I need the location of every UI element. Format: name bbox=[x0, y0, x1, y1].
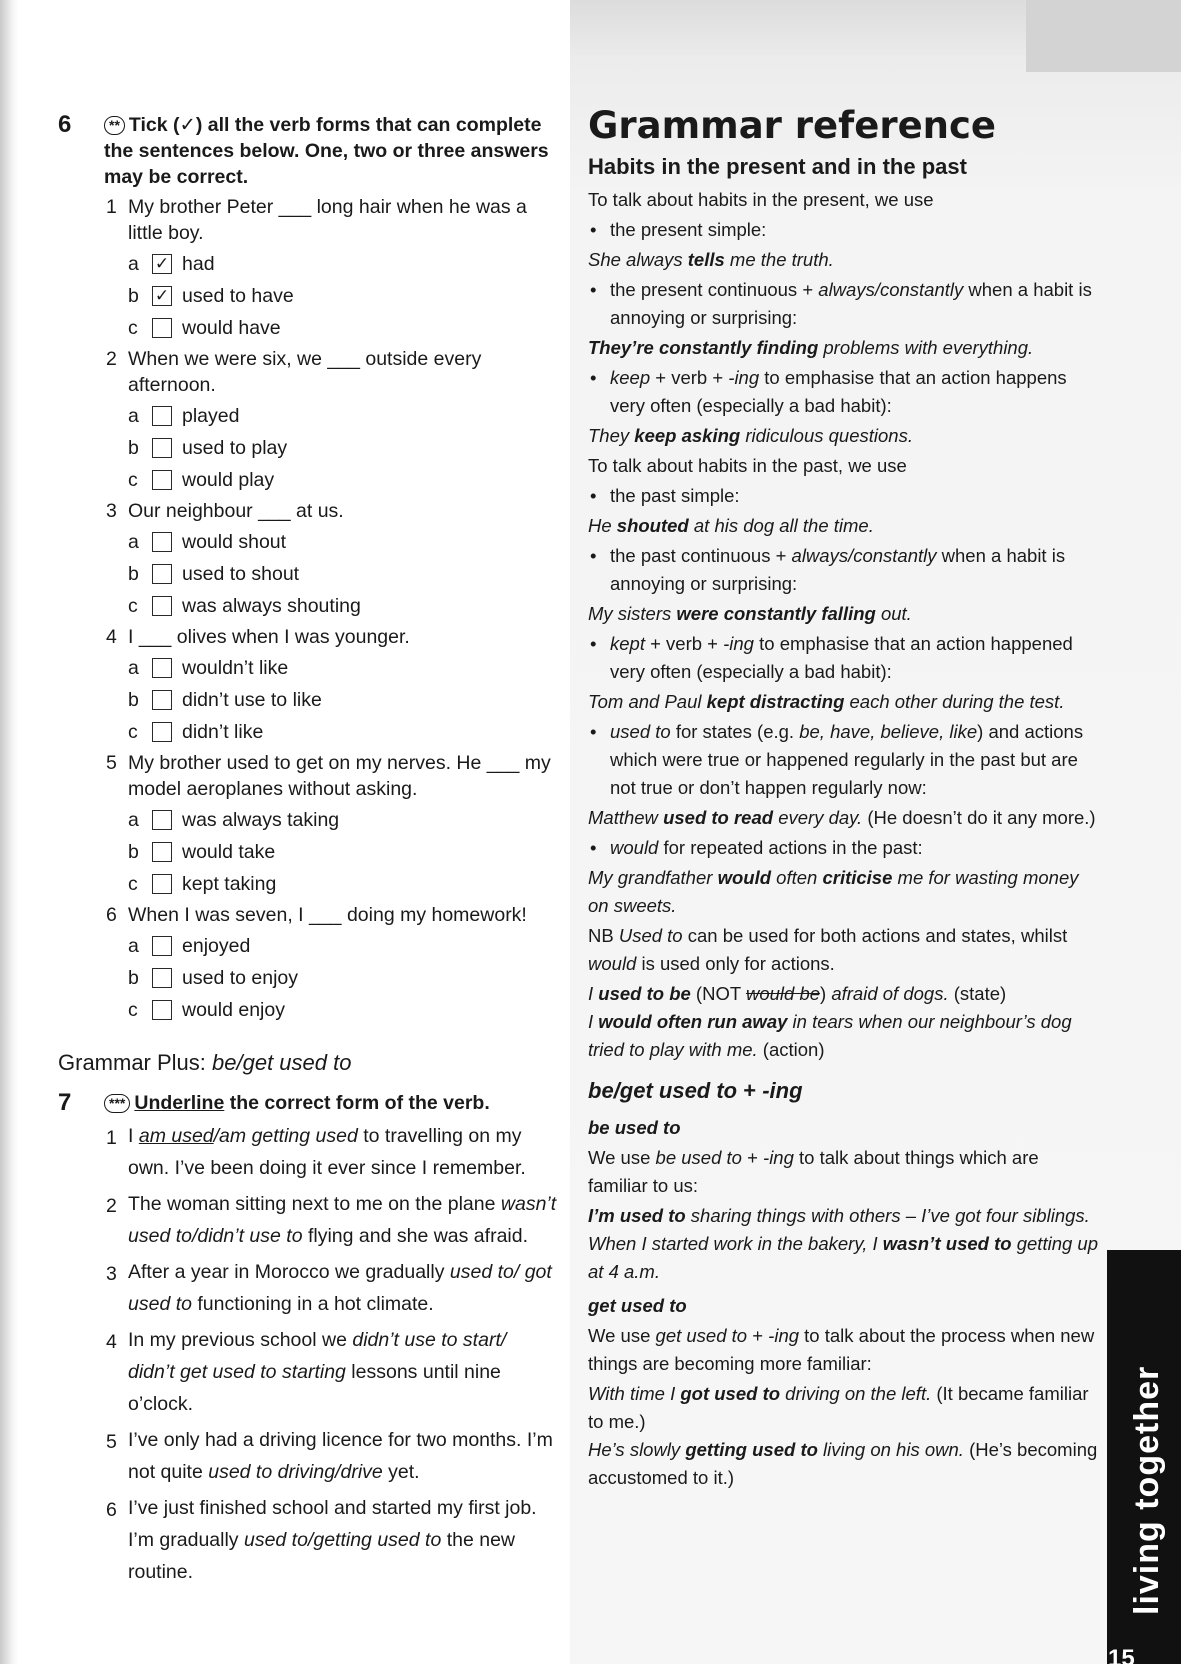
grey-corner-block bbox=[1026, 0, 1181, 72]
grammar-plus-prefix: Grammar Plus: bbox=[58, 1050, 213, 1075]
answer-options bbox=[58, 930, 558, 1026]
option-letter: b bbox=[128, 841, 139, 863]
text-run: With time I bbox=[588, 1383, 681, 1404]
tick-checkbox[interactable] bbox=[152, 318, 172, 338]
option-letter: a bbox=[128, 531, 139, 553]
option-text: didn’t like bbox=[182, 721, 264, 743]
text-run: used to/getting used to bbox=[243, 1529, 442, 1551]
option-text: would enjoy bbox=[182, 999, 285, 1021]
text-run: always/constantly bbox=[791, 545, 937, 566]
text-run: living on his own. bbox=[817, 1439, 964, 1460]
text-run: wasn’t used to bbox=[882, 1233, 1012, 1254]
question-number: 6 bbox=[106, 904, 117, 926]
text-run: always/constantly bbox=[818, 279, 964, 300]
example-lines bbox=[588, 980, 1098, 1064]
text-run: would often run away bbox=[598, 1011, 788, 1032]
example-sentence bbox=[588, 1202, 1098, 1230]
text-run: + bbox=[741, 1147, 764, 1168]
item-text bbox=[128, 1125, 526, 1179]
question-text: My brother used to get on my nerves. He ___ my model aeroplanes without asking. bbox=[128, 752, 551, 800]
answer-options bbox=[58, 652, 558, 748]
text-run: -ing bbox=[762, 1078, 803, 1103]
option-text: used to enjoy bbox=[182, 967, 299, 989]
text-run: be used to bbox=[655, 1147, 742, 1168]
text-run: keep bbox=[610, 367, 651, 388]
option-letter: a bbox=[128, 253, 139, 275]
text-run: be/get used to bbox=[588, 1078, 738, 1103]
text-run: + bbox=[737, 1078, 763, 1103]
example-lines bbox=[588, 1202, 1098, 1286]
text-run: afraid of dogs. bbox=[831, 983, 949, 1004]
text-run: used to driving/drive bbox=[208, 1461, 383, 1483]
reference-paragraph bbox=[588, 688, 1098, 716]
reference-paragraph bbox=[588, 334, 1098, 362]
example-sentence bbox=[588, 1380, 1098, 1436]
option-text: wouldn’t like bbox=[182, 657, 289, 679]
text-run: to emphasise that an action happens very often (especially a bad habit): bbox=[610, 367, 1067, 416]
question-number: 4 bbox=[106, 626, 117, 648]
answer-options bbox=[58, 248, 558, 344]
question bbox=[58, 622, 558, 652]
text-run: to emphasise that an action happened very often (especially a bad habit): bbox=[610, 633, 1073, 682]
text-run: lessons until nine o’clock. bbox=[128, 1361, 501, 1415]
text-run: driving on the left. bbox=[780, 1383, 932, 1404]
text-run: We use bbox=[588, 1147, 656, 1168]
text-run: would bbox=[588, 953, 637, 974]
option-letter: b bbox=[128, 689, 139, 711]
text-run: when a habit is annoying or surprising: bbox=[610, 545, 1066, 594]
text-run: can be used for both actions and states, whilst bbox=[682, 925, 1068, 946]
text-run: flying and she was afraid. bbox=[302, 1225, 529, 1247]
text-run: + verb + bbox=[644, 633, 724, 654]
option-letter: b bbox=[128, 967, 139, 989]
exercise-item bbox=[58, 1322, 558, 1422]
option-text: would take bbox=[182, 841, 276, 863]
exercise-item bbox=[58, 1118, 558, 1186]
text-run: I’ve just finished school and started my first job. I’m gradually bbox=[128, 1497, 537, 1551]
question-text: My brother Peter ___ long hair when he was a little boy. bbox=[128, 196, 527, 244]
question-number: 5 bbox=[106, 752, 117, 774]
text-run: got used to bbox=[680, 1383, 781, 1404]
text-run: to talk about the process when new things are becoming more familiar: bbox=[588, 1325, 1095, 1374]
question-text: When we were six, we ___ outside every afternoon. bbox=[128, 348, 482, 396]
difficulty-stars-badge: ** bbox=[104, 116, 125, 135]
item-number: 6 bbox=[106, 1499, 117, 1521]
instruction-underlined-word: Underline bbox=[134, 1092, 225, 1114]
option-text: was always taking bbox=[182, 809, 340, 831]
exercise-item bbox=[58, 1186, 558, 1254]
text-run: When I started work in the bakery, I bbox=[588, 1233, 883, 1254]
text-run: To talk about habits in the past, we use bbox=[588, 455, 907, 476]
text-run: me for wasting money on sweets. bbox=[588, 867, 1079, 916]
answer-option[interactable] bbox=[128, 526, 558, 558]
sub-heading: be used to bbox=[588, 1117, 681, 1138]
tick-checkbox[interactable] bbox=[152, 874, 172, 894]
tick-checkbox[interactable] bbox=[152, 286, 172, 306]
answer-option[interactable] bbox=[128, 590, 558, 622]
text-run: the new routine. bbox=[128, 1529, 516, 1583]
answer-options bbox=[58, 400, 558, 496]
example-sentence bbox=[588, 1230, 1098, 1286]
text-run: -ing bbox=[763, 1147, 794, 1168]
tick-checkbox[interactable] bbox=[152, 722, 172, 742]
answer-option[interactable] bbox=[128, 558, 558, 590]
item-text bbox=[128, 1429, 553, 1483]
option-text: would play bbox=[182, 469, 275, 491]
exercise-item bbox=[58, 1254, 558, 1322]
reference-paragraph bbox=[588, 600, 1098, 628]
option-text: used to have bbox=[182, 285, 294, 307]
text-run: out. bbox=[875, 603, 912, 624]
grammar-reference-body bbox=[588, 186, 1098, 1492]
text-run: NB bbox=[588, 925, 619, 946]
text-run: to talk about things which are familiar to us: bbox=[588, 1147, 1039, 1196]
difficulty-stars-badge: *** bbox=[104, 1094, 130, 1113]
page-binding-shadow bbox=[0, 0, 18, 1664]
option-letter: a bbox=[128, 809, 139, 831]
text-run: They bbox=[588, 425, 635, 446]
text-run: ridiculous questions. bbox=[740, 425, 913, 446]
text-run: used to bbox=[610, 721, 671, 742]
tick-checkbox[interactable] bbox=[152, 596, 172, 616]
item-number: 2 bbox=[106, 1195, 117, 1217]
option-letter: a bbox=[128, 935, 139, 957]
exercise-7-items bbox=[58, 1118, 558, 1590]
text-run: Used to bbox=[618, 925, 683, 946]
text-run: In my previous school we bbox=[128, 1329, 353, 1351]
item-number: 4 bbox=[106, 1331, 117, 1353]
question bbox=[58, 900, 558, 930]
option-letter: c bbox=[128, 721, 138, 743]
option-letter: b bbox=[128, 285, 139, 307]
answer-option[interactable] bbox=[128, 684, 558, 716]
text-run: get used to bbox=[655, 1325, 748, 1346]
text-run: sharing things with others – I’ve got four siblings. bbox=[685, 1205, 1090, 1226]
question bbox=[58, 496, 558, 526]
text-run: Matthew bbox=[588, 807, 664, 828]
checkmark-icon: ✓ bbox=[154, 286, 170, 305]
text-run: To talk about habits in the present, we use bbox=[588, 189, 934, 210]
text-run: the past simple: bbox=[610, 485, 740, 506]
option-text: had bbox=[182, 253, 215, 275]
tick-checkbox[interactable] bbox=[152, 658, 172, 678]
tick-checkbox[interactable] bbox=[152, 470, 172, 490]
option-text: used to play bbox=[182, 437, 288, 459]
text-run: I bbox=[128, 1125, 139, 1147]
tick-checkbox[interactable] bbox=[152, 564, 172, 584]
text-run: (NOT bbox=[690, 983, 746, 1004]
text-run: functioning in a hot climate. bbox=[191, 1293, 434, 1315]
text-run: is used only for actions. bbox=[636, 953, 835, 974]
text-run: The woman sitting next to me on the plane bbox=[128, 1193, 501, 1215]
text-run: didn’t use to start/ didn’t get used to starting bbox=[128, 1329, 507, 1383]
option-letter: c bbox=[128, 317, 138, 339]
reference-paragraph bbox=[588, 1322, 1098, 1378]
text-run: + bbox=[747, 1325, 769, 1346]
text-run: wasn’t used to/didn’t use to bbox=[128, 1193, 557, 1247]
text-run: would be bbox=[745, 983, 821, 1004]
text-run: After a year in Morocco we gradually bbox=[128, 1261, 450, 1283]
text-run: used to/ got used to bbox=[128, 1261, 552, 1315]
answer-option[interactable] bbox=[128, 716, 558, 748]
reference-paragraph bbox=[588, 422, 1098, 450]
answer-option[interactable] bbox=[128, 994, 558, 1026]
text-run: Tom and Paul bbox=[588, 691, 707, 712]
exercise-item bbox=[58, 1490, 558, 1590]
section-heading bbox=[588, 1074, 1098, 1108]
text-run: ) bbox=[820, 983, 832, 1004]
bullet-point bbox=[588, 834, 1098, 862]
text-run: am used bbox=[138, 1125, 214, 1147]
text-run: He bbox=[588, 515, 617, 536]
reference-paragraph bbox=[588, 1144, 1098, 1200]
exercise-6-heading bbox=[58, 112, 558, 190]
bullet-point bbox=[588, 276, 1098, 332]
tick-checkbox[interactable] bbox=[152, 438, 172, 458]
text-run: -ing bbox=[728, 367, 760, 388]
grammar-plus-topic: be/get used to bbox=[212, 1050, 352, 1075]
text-run: getting up at 4 a.m. bbox=[588, 1233, 1098, 1282]
tick-checkbox[interactable] bbox=[152, 690, 172, 710]
answer-option[interactable] bbox=[128, 432, 558, 464]
option-text: would have bbox=[182, 317, 281, 339]
text-run: problems with everything. bbox=[818, 337, 1034, 358]
checkmark-icon: ✓ bbox=[154, 254, 170, 273]
text-run: criticise bbox=[822, 867, 893, 888]
option-text: kept taking bbox=[182, 873, 277, 895]
question-text: Our neighbour ___ at us. bbox=[128, 500, 344, 522]
text-run: be, have, believe, like bbox=[799, 721, 978, 742]
text-run: would bbox=[610, 837, 659, 858]
text-run: I’m used to bbox=[588, 1205, 686, 1226]
answer-options bbox=[58, 526, 558, 622]
question bbox=[58, 344, 558, 400]
text-run: the past continuous + bbox=[610, 545, 792, 566]
text-run: keep asking bbox=[634, 425, 741, 446]
text-run: when a habit is annoying or surprising: bbox=[610, 279, 1092, 328]
option-text: didn’t use to like bbox=[182, 689, 322, 711]
text-run: (He doesn’t do it any more.) bbox=[862, 807, 1096, 828]
text-run: kept bbox=[610, 633, 645, 654]
option-text: played bbox=[182, 405, 240, 427]
text-run: -ing bbox=[723, 633, 754, 654]
bullet-point bbox=[588, 364, 1098, 420]
tick-checkbox[interactable] bbox=[152, 532, 172, 552]
text-run: for states (e.g. bbox=[670, 721, 800, 742]
option-text: was always shouting bbox=[182, 595, 361, 617]
text-run: She always bbox=[588, 249, 688, 270]
text-run: tells bbox=[687, 249, 725, 270]
question-number: 2 bbox=[106, 348, 117, 370]
text-run: getting used to bbox=[685, 1439, 818, 1460]
answer-option[interactable] bbox=[128, 836, 558, 868]
text-run: He’s slowly bbox=[588, 1439, 686, 1460]
answer-option[interactable] bbox=[128, 400, 558, 432]
tick-checkbox[interactable] bbox=[152, 254, 172, 274]
option-text: would shout bbox=[182, 531, 287, 553]
page-number: 15 bbox=[1108, 1645, 1135, 1672]
reference-paragraph bbox=[588, 864, 1098, 920]
grammar-plus-heading bbox=[58, 1048, 558, 1078]
example-lines bbox=[588, 1380, 1098, 1492]
text-run: used to be bbox=[598, 983, 691, 1004]
text-run: yet. bbox=[382, 1461, 420, 1483]
text-run: (action) bbox=[757, 1039, 825, 1060]
text-run: My sisters bbox=[588, 603, 677, 624]
text-run: every day. bbox=[773, 807, 863, 828]
sub-heading: get used to bbox=[588, 1295, 687, 1316]
text-run: the present continuous + bbox=[610, 279, 819, 300]
question-text: When I was seven, I ___ doing my homework! bbox=[128, 904, 527, 926]
option-letter: c bbox=[128, 595, 138, 617]
text-run: used to read bbox=[663, 807, 774, 828]
text-run: were constantly falling bbox=[676, 603, 876, 624]
text-run: I bbox=[588, 1011, 599, 1032]
exercise-number: 7 bbox=[58, 1089, 72, 1116]
tick-checkbox[interactable] bbox=[152, 936, 172, 956]
text-run: ) and actions which were true or happened regularly in the past but are not true or don’t happen regularly now: bbox=[610, 721, 1084, 798]
text-run: for repeated actions in the past: bbox=[658, 837, 923, 858]
bullet-point bbox=[588, 542, 1098, 598]
text-run: + verb + bbox=[650, 367, 729, 388]
item-number: 3 bbox=[106, 1263, 117, 1285]
text-run: shouted bbox=[616, 515, 689, 536]
grammar-reference-subtitle: Habits in the present and in the past bbox=[588, 154, 967, 179]
text-run: I’ve only had a driving licence for two months. I’m not quite bbox=[128, 1429, 553, 1483]
bullet-point bbox=[588, 718, 1098, 802]
answer-option[interactable] bbox=[128, 248, 558, 280]
text-run: My grandfather bbox=[588, 867, 718, 888]
example-sentence bbox=[588, 1436, 1098, 1492]
text-run: me the truth. bbox=[724, 249, 834, 270]
question-number: 1 bbox=[106, 196, 117, 218]
reference-paragraph bbox=[588, 246, 1098, 274]
example-sentence bbox=[588, 980, 1098, 1008]
answer-option[interactable] bbox=[128, 652, 558, 684]
answer-option[interactable] bbox=[128, 464, 558, 496]
text-run: each other during the test. bbox=[844, 691, 1065, 712]
tick-checkbox[interactable] bbox=[152, 406, 172, 426]
option-letter: b bbox=[128, 437, 139, 459]
question bbox=[58, 748, 558, 804]
question-text: I ___ olives when I was younger. bbox=[128, 626, 410, 648]
option-text: enjoyed bbox=[182, 935, 251, 957]
option-letter: a bbox=[128, 657, 139, 679]
item-number: 1 bbox=[106, 1127, 117, 1149]
option-letter: c bbox=[128, 999, 138, 1021]
tick-checkbox[interactable] bbox=[152, 810, 172, 830]
text-run: -ing bbox=[768, 1325, 800, 1346]
reference-paragraph bbox=[588, 186, 1098, 214]
bullet-point bbox=[588, 216, 1098, 244]
text-run: (It became familiar to me.) bbox=[588, 1383, 1089, 1432]
answer-options bbox=[58, 804, 558, 900]
text-run: kept distracting bbox=[706, 691, 845, 712]
text-run: (state) bbox=[948, 983, 1007, 1004]
text-run: often bbox=[771, 867, 823, 888]
example-sentence bbox=[588, 1008, 1098, 1064]
reference-paragraph bbox=[588, 452, 1098, 480]
text-run: at his dog all the time. bbox=[688, 515, 874, 536]
tick-checkbox[interactable] bbox=[152, 968, 172, 988]
text-run: (He’s becoming accustomed to it.) bbox=[588, 1439, 1098, 1488]
answer-option[interactable] bbox=[128, 962, 558, 994]
reference-paragraph bbox=[588, 922, 1098, 978]
option-letter: c bbox=[128, 873, 138, 895]
option-text: used to shout bbox=[182, 563, 300, 585]
option-letter: a bbox=[128, 405, 139, 427]
exercise-instruction: Tick (✓) all the verb forms that can complete the sentences below. One, two or three answers may be correct. bbox=[104, 114, 549, 188]
text-run: They’re constantly finding bbox=[588, 337, 819, 358]
answer-option[interactable] bbox=[128, 930, 558, 962]
bullet-point bbox=[588, 630, 1098, 686]
item-text bbox=[128, 1497, 537, 1583]
item-text bbox=[128, 1193, 556, 1247]
exercises-column bbox=[58, 112, 558, 1590]
option-letter: c bbox=[128, 469, 138, 491]
answer-option[interactable] bbox=[128, 868, 558, 900]
tick-checkbox[interactable] bbox=[152, 1000, 172, 1020]
item-text bbox=[128, 1261, 552, 1315]
reference-paragraph bbox=[588, 804, 1098, 832]
option-letter: b bbox=[128, 563, 139, 585]
item-text bbox=[128, 1329, 506, 1415]
text-run: We use bbox=[588, 1325, 656, 1346]
item-number: 5 bbox=[106, 1431, 117, 1453]
question-number: 3 bbox=[106, 500, 117, 522]
grammar-reference-title: Grammar reference bbox=[588, 104, 997, 147]
answer-option[interactable] bbox=[128, 312, 558, 344]
question bbox=[58, 192, 558, 248]
answer-option[interactable] bbox=[128, 280, 558, 312]
text-run: I bbox=[588, 983, 599, 1004]
text-run: in tears when our neighbour’s dog tried to play with me. bbox=[588, 1011, 1072, 1060]
tick-checkbox[interactable] bbox=[152, 842, 172, 862]
exercise-7-heading bbox=[58, 1090, 558, 1116]
bullet-point bbox=[588, 482, 1098, 510]
text-run: the present simple: bbox=[610, 219, 767, 240]
reference-paragraph bbox=[588, 512, 1098, 540]
exercise-number: 6 bbox=[58, 111, 72, 138]
text-run: would bbox=[717, 867, 772, 888]
answer-option[interactable] bbox=[128, 804, 558, 836]
exercise-6-questions bbox=[58, 192, 558, 1026]
exercise-instruction: the correct form of the verb. bbox=[224, 1092, 490, 1114]
unit-side-tab-label: living together bbox=[1128, 1365, 1166, 1615]
text-run: /am getting used bbox=[213, 1125, 358, 1147]
text-run: to travelling on my own. I’ve been doing it ever since I remember. bbox=[128, 1125, 526, 1179]
grammar-reference-column bbox=[588, 102, 1098, 1494]
exercise-item bbox=[58, 1422, 558, 1490]
